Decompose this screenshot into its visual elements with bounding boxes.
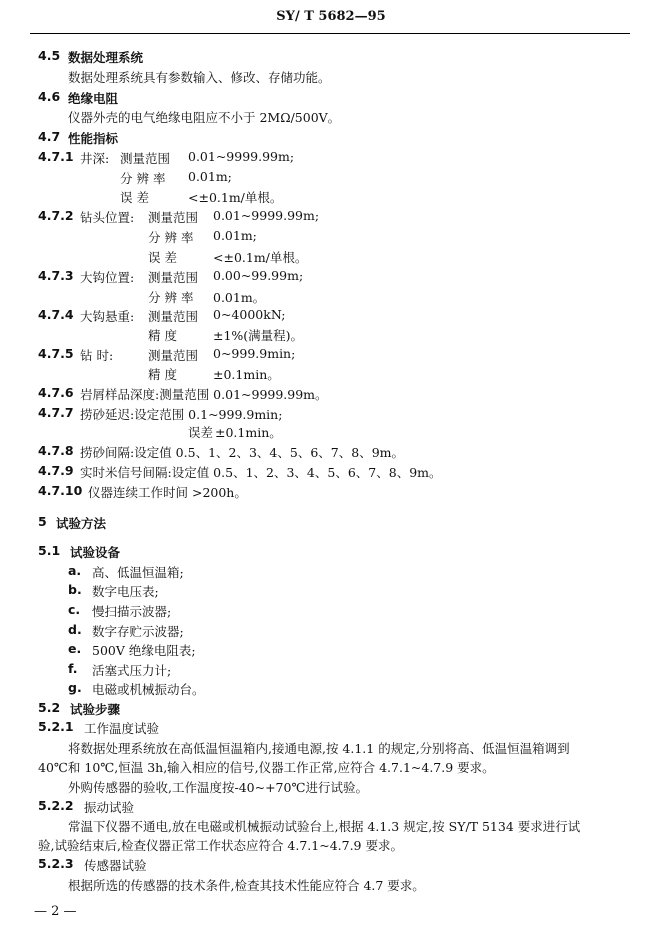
clause-number: 4.7.1 bbox=[38, 149, 74, 164]
clause-number: 4.7.3 bbox=[38, 268, 74, 283]
list-item: 高、低温恒温箱; bbox=[92, 565, 184, 580]
clause-number: 4.7.9 bbox=[38, 463, 74, 478]
header-rule bbox=[30, 33, 630, 34]
spec-value: <±0.1m/单根。 bbox=[188, 190, 283, 205]
section-number: 4.6 bbox=[38, 89, 61, 104]
section-title: 试验设备 bbox=[70, 545, 121, 560]
spec-label: 误 差 bbox=[148, 250, 177, 265]
spec-label: 分 辨 率 bbox=[148, 290, 194, 305]
list-marker: b. bbox=[68, 582, 82, 597]
spec-value: ±1%(满量程)。 bbox=[213, 328, 304, 343]
spec-label: 分 辨 率 bbox=[120, 171, 166, 186]
list-marker: f. bbox=[68, 661, 78, 676]
clause-number: 5.2.1 bbox=[38, 719, 74, 734]
spec-label: 误差 bbox=[188, 425, 214, 440]
clause-label: 大钩位置: bbox=[80, 270, 135, 285]
spec-label: 测量范围 bbox=[120, 151, 171, 166]
section-number: 5.1 bbox=[38, 543, 61, 558]
clause-number: 4.7.10 bbox=[38, 483, 83, 498]
paragraph-line: 40℃和 10℃,恒温 3h,输入相应的信号,仪器工作正常,应符合 4.7.1~4.7.9 要求。 bbox=[38, 760, 495, 775]
paragraph: 数据处理系统具有参数输入、修改、存储功能。 bbox=[68, 70, 331, 85]
clause-number: 4.7.4 bbox=[38, 307, 74, 322]
spec-value: 0~4000kN; bbox=[213, 307, 286, 322]
clause-text: 实时米信号间隔:设定值 0.5、1、2、3、4、5、6、7、8、9m。 bbox=[80, 465, 442, 480]
spec-value: 0.01m; bbox=[213, 228, 257, 243]
spec-label: 分 辨 率 bbox=[148, 230, 194, 245]
section-title: 数据处理系统 bbox=[68, 50, 144, 65]
list-marker: a. bbox=[68, 563, 82, 578]
clause-title: 工作温度试验 bbox=[84, 721, 160, 736]
spec-value: 0.01m。 bbox=[213, 290, 266, 305]
spec-label: 测量范围 bbox=[148, 210, 199, 225]
clause-number: 4.7.2 bbox=[38, 208, 74, 223]
clause-number: 5.2.3 bbox=[38, 856, 74, 871]
clause-number: 4.7.8 bbox=[38, 443, 74, 458]
section-title: 绝缘电阻 bbox=[68, 91, 119, 106]
spec-value: 0~999.9min; bbox=[213, 346, 296, 361]
spec-label: 精 度 bbox=[148, 328, 177, 343]
section-number: 5.2 bbox=[38, 700, 61, 715]
list-marker: e. bbox=[68, 641, 82, 656]
list-item: 数字电压表; bbox=[92, 584, 159, 599]
list-item: 数字存贮示波器; bbox=[92, 624, 184, 639]
list-marker: c. bbox=[68, 602, 81, 617]
list-item: 慢扫描示波器; bbox=[92, 604, 172, 619]
paragraph: 仪器外壳的电气绝缘电阻应不小于 2MΩ/500V。 bbox=[68, 110, 341, 125]
clause-label: 大钩悬重: bbox=[80, 309, 135, 324]
section-number: 4.7 bbox=[38, 129, 61, 144]
list-item: 500V 绝缘电阻表; bbox=[92, 643, 196, 658]
clause-title: 振动试验 bbox=[84, 800, 135, 815]
spec-label: 误 差 bbox=[120, 190, 149, 205]
spec-value: ±0.1min。 bbox=[213, 367, 280, 382]
spec-value: 0.01m; bbox=[188, 169, 232, 184]
clause-number: 5.2.2 bbox=[38, 798, 74, 813]
list-marker: g. bbox=[68, 680, 82, 695]
clause-label: 钻头位置: bbox=[80, 210, 135, 225]
list-item: 活塞式压力计; bbox=[92, 663, 172, 678]
spec-value: 0.01~9999.99m; bbox=[213, 208, 320, 223]
list-marker: d. bbox=[68, 622, 82, 637]
paragraph-line: 常温下仪器不通电,放在电磁或机械振动试验台上,根据 4.1.3 规定,按 SY/T 5134 要求进行试 bbox=[68, 819, 581, 834]
section-title: 试验步骤 bbox=[70, 702, 121, 717]
paragraph-line: 将数据处理系统放在高低温恒温箱内,接通电源,按 4.1.1 的规定,分别将高、低温恒温箱调到 bbox=[68, 741, 570, 756]
spec-value: 0.00~99.99m; bbox=[213, 268, 304, 283]
clause-text: 仪器连续工作时间 >200h。 bbox=[88, 485, 247, 500]
spec-value: 0.01~9999.99m; bbox=[188, 149, 295, 164]
paragraph-line: 验,试验结束后,检查仪器正常工作状态应符合 4.7.1~4.7.9 要求。 bbox=[38, 838, 403, 853]
spec-label: 测量范围 bbox=[148, 348, 199, 363]
page-number: — 2 — bbox=[34, 904, 77, 919]
section-number: 4.5 bbox=[38, 48, 61, 63]
clause-label: 钻 时: bbox=[80, 348, 114, 363]
clause-text: 捞砂间隔:设定值 0.5、1、2、3、4、5、6、7、8、9m。 bbox=[80, 445, 404, 460]
page-header: SY/ T 5682—95 bbox=[276, 9, 386, 24]
clause-label: 井深: bbox=[80, 151, 110, 166]
spec-label: 测量范围 bbox=[148, 309, 199, 324]
clause-text: 捞砂延迟:设定范围 0.1~999.9min; bbox=[80, 407, 283, 422]
spec-label: 测量范围 bbox=[148, 270, 199, 285]
spec-label: 精 度 bbox=[148, 367, 177, 382]
chapter-number: 5 bbox=[38, 514, 47, 529]
list-item: 电磁或机械振动台。 bbox=[92, 682, 205, 697]
chapter-title: 试验方法 bbox=[56, 516, 107, 531]
spec-value: <±0.1m/单根。 bbox=[213, 250, 308, 265]
clause-number: 4.7.5 bbox=[38, 346, 74, 361]
clause-title: 传感器试验 bbox=[84, 858, 147, 873]
paragraph-line: 外购传感器的验收,工作温度按-40~+70℃进行试验。 bbox=[68, 780, 368, 795]
clause-number: 4.7.6 bbox=[38, 385, 74, 400]
spec-value: ±0.1min。 bbox=[215, 425, 282, 440]
clause-number: 4.7.7 bbox=[38, 405, 74, 420]
clause-text: 岩屑样品深度:测量范围 0.01~9999.99m。 bbox=[80, 387, 328, 402]
paragraph-line: 根据所选的传感器的技术条件,检查其技术性能应符合 4.7 要求。 bbox=[68, 878, 425, 893]
section-title: 性能指标 bbox=[68, 131, 119, 146]
